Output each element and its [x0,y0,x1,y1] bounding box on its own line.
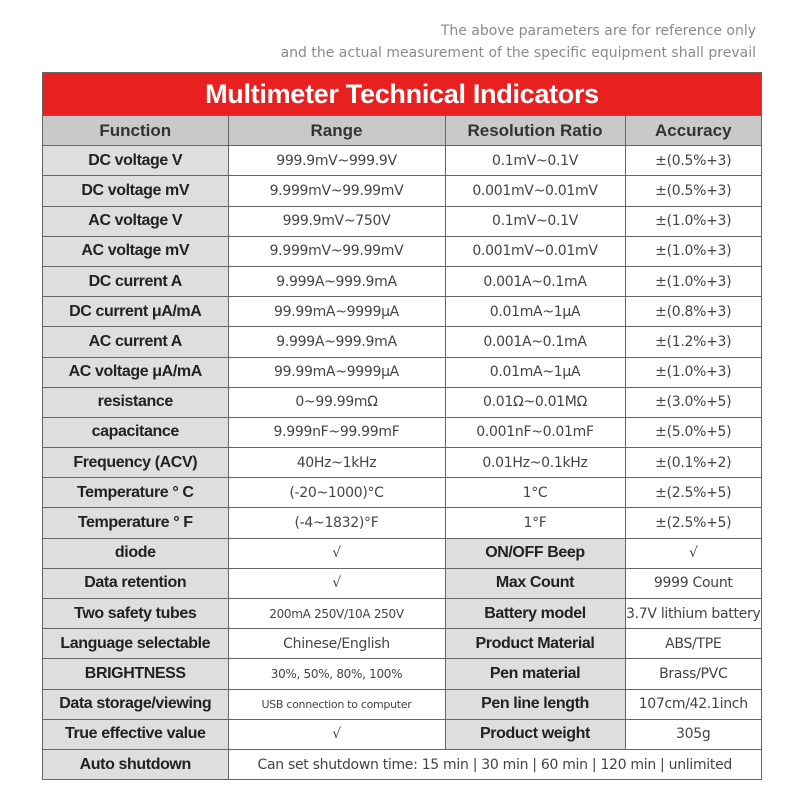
accuracy-cell: ±(1.0%+3) [625,357,761,387]
shutdown-value: Can set shutdown time: 15 min | 30 min | 60 min | 120 min | unlimited [228,749,761,779]
spec-row [43,417,761,447]
feature-label: Pen material [445,659,625,689]
spec-row [43,478,761,508]
function-cell: DC voltage mV [43,176,228,206]
range-cell: 9.999mV~99.99mV [228,176,445,206]
function-cell: Temperature ° C [43,478,228,508]
resolution-cell: 0.01Hz~0.1kHz [445,448,625,478]
function-cell: Temperature ° F [43,508,228,538]
accuracy-cell: ±(5.0%+5) [625,417,761,447]
range-cell: 0~99.99mΩ [228,387,445,417]
accuracy-cell: ±(3.0%+5) [625,387,761,417]
spec-row [43,357,761,387]
spec-row [43,387,761,417]
feature-row [43,599,761,629]
feature-value: √ [625,538,761,568]
feature-value: √ [228,538,445,568]
function-cell: capacitance [43,417,228,447]
shutdown-row [43,749,761,779]
header-resolution: Resolution Ratio [445,116,625,146]
range-cell: 999.9mV~750V [228,206,445,236]
function-cell: AC voltage μA/mA [43,357,228,387]
feature-label: Battery model [445,599,625,629]
accuracy-cell: ±(1.0%+3) [625,236,761,266]
header-range: Range [228,116,445,146]
accuracy-cell: ±(1.0%+3) [625,206,761,236]
feature-label: True effective value [43,719,228,749]
feature-label: Data retention [43,568,228,598]
feature-value: √ [228,568,445,598]
feature-label: BRIGHTNESS [43,659,228,689]
range-cell: (-4~1832)°F [228,508,445,538]
spec-table [42,72,762,780]
resolution-cell: 0.001mV~0.01mV [445,236,625,266]
feature-row [43,629,761,659]
range-cell: 9.999A~999.9mA [228,327,445,357]
accuracy-cell: ±(2.5%+5) [625,478,761,508]
feature-label: Max Count [445,568,625,598]
feature-value: Chinese/English [228,629,445,659]
spec-body [43,146,761,779]
spec-row [43,176,761,206]
resolution-cell: 0.1mV~0.1V [445,206,625,236]
accuracy-cell: ±(2.5%+5) [625,508,761,538]
disclaimer-line-2: and the actual measurement of the specific equipment shall prevail [280,45,756,61]
range-cell: 9.999nF~99.99mF [228,417,445,447]
resolution-cell: 0.01mA~1μA [445,297,625,327]
feature-row [43,659,761,689]
feature-label: Product Material [445,629,625,659]
feature-value: Brass/PVC [625,659,761,689]
resolution-cell: 0.001A~0.1mA [445,327,625,357]
header-function: Function [43,116,228,146]
function-cell: resistance [43,387,228,417]
range-cell: 99.99mA~9999μA [228,297,445,327]
function-cell: AC current A [43,327,228,357]
feature-row [43,689,761,719]
resolution-cell: 1°C [445,478,625,508]
range-cell: 99.99mA~9999μA [228,357,445,387]
feature-label: Two safety tubes [43,599,228,629]
header-row [43,116,761,146]
feature-row [43,538,761,568]
resolution-cell: 1°F [445,508,625,538]
feature-value: 305g [625,719,761,749]
spec-row [43,297,761,327]
feature-value: USB connection to computer [228,689,445,719]
feature-label: Language selectable [43,629,228,659]
feature-value: √ [228,719,445,749]
range-cell: 40Hz~1kHz [228,448,445,478]
range-cell: 9.999A~999.9mA [228,266,445,296]
accuracy-cell: ±(1.0%+3) [625,266,761,296]
function-cell: DC voltage V [43,146,228,176]
resolution-cell: 0.01mA~1μA [445,357,625,387]
spec-row [43,236,761,266]
feature-value: 30%, 50%, 80%, 100% [228,659,445,689]
feature-row [43,719,761,749]
function-cell: AC voltage mV [43,236,228,266]
accuracy-cell: ±(0.1%+2) [625,448,761,478]
spec-row [43,206,761,236]
accuracy-cell: ±(0.8%+3) [625,297,761,327]
spec-grid [43,116,761,779]
feature-value: 9999 Count [625,568,761,598]
feature-value: ABS/TPE [625,629,761,659]
feature-value: 107cm/42.1inch [625,689,761,719]
function-cell: AC voltage V [43,206,228,236]
range-cell: 999.9mV~999.9V [228,146,445,176]
function-cell: DC current A [43,266,228,296]
function-cell: DC current μA/mA [43,297,228,327]
feature-label: Data storage/viewing [43,689,228,719]
resolution-cell: 0.001nF~0.01mF [445,417,625,447]
feature-value: 200mA 250V/10A 250V [228,599,445,629]
spec-row [43,266,761,296]
resolution-cell: 0.01Ω~0.01MΩ [445,387,625,417]
spec-row [43,448,761,478]
range-cell: (-20~1000)°C [228,478,445,508]
disclaimer-note [281,20,756,64]
spec-row [43,146,761,176]
spec-row [43,327,761,357]
disclaimer-line-1: The above parameters are for reference only [440,23,756,39]
feature-label: ON/OFF Beep [445,538,625,568]
accuracy-cell: ±(0.5%+3) [625,176,761,206]
header-accuracy: Accuracy [625,116,761,146]
feature-value: 3.7V lithium battery [625,599,761,629]
accuracy-cell: ±(0.5%+3) [625,146,761,176]
resolution-cell: 0.1mV~0.1V [445,146,625,176]
feature-label: Product weight [445,719,625,749]
spec-row [43,508,761,538]
shutdown-label: Auto shutdown [43,749,228,779]
feature-label: Pen line length [445,689,625,719]
range-cell: 9.999mV~99.99mV [228,236,445,266]
feature-row [43,568,761,598]
resolution-cell: 0.001mV~0.01mV [445,176,625,206]
accuracy-cell: ±(1.2%+3) [625,327,761,357]
table-title: Multimeter Technical Indicators [43,73,761,116]
function-cell: Frequency (ACV) [43,448,228,478]
resolution-cell: 0.001A~0.1mA [445,266,625,296]
feature-label: diode [43,538,228,568]
